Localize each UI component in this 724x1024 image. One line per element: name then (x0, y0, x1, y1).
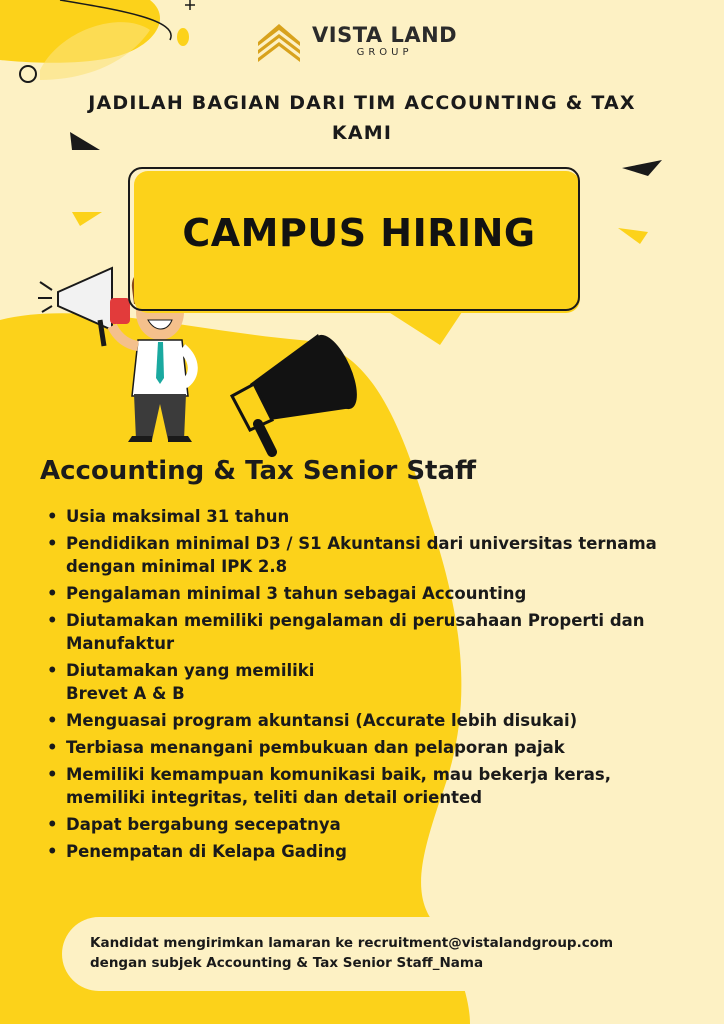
vista-land-logo (256, 22, 457, 62)
banner-title: CAMPUS HIRING (182, 211, 536, 255)
requirement-item: • Usia maksimal 31 tahun (40, 505, 690, 528)
small-yellow-dot (177, 28, 189, 46)
requirement-item: • Memiliki kemampuan komunikasi baik, mau bekerja keras, memiliki integritas, teliti dan detail oriented (40, 763, 690, 809)
requirement-item: • Menguasai program akuntansi (Accurate lebih disukai) (40, 709, 690, 732)
yellow-triangle-left (72, 212, 102, 226)
black-triangle-right (622, 160, 662, 176)
logo-subtitle: GROUP (356, 47, 413, 58)
requirement-item: • Dapat bergabung secepatnya (40, 813, 690, 836)
requirement-item: • Pengalaman minimal 3 tahun sebagai Accounting (40, 582, 690, 605)
contact-text (90, 933, 660, 973)
yellow-triangle-right (618, 228, 648, 244)
requirement-item: • Terbiasa menangani pembukuan dan pelaporan pajak (40, 736, 690, 759)
requirement-item: • Diutamakan memiliki pengalaman di perusahaan Properti dan Manufaktur (40, 609, 690, 655)
page-subtitle: JADILAH BAGIAN DARI TIM ACCOUNTING & TAX KAMI (88, 92, 636, 144)
contact-line-email: Kandidat mengirimkan lamaran ke recruitment@vistalandgroup.com (90, 935, 614, 951)
job-title: Accounting & Tax Senior Staff (40, 456, 477, 486)
plus-icon (185, 0, 195, 10)
contact-line-subject: dengan subjek Accounting & Tax Senior Staff_Nama (90, 955, 484, 971)
campus-hiring-banner (128, 167, 583, 313)
logo-mark-icon (256, 22, 302, 62)
requirement-item: • Diutamakan yang memiliki Brevet A & B (40, 659, 366, 705)
contact-box (62, 917, 662, 991)
requirements-list (40, 505, 690, 867)
requirement-item: • Pendidikan minimal D3 / S1 Akuntansi dari universitas ternama dengan minimal IPK 2.8 (40, 532, 690, 578)
requirement-item: • Penempatan di Kelapa Gading (40, 840, 690, 863)
small-circle (20, 66, 36, 82)
logo-name: VISTA LAND (312, 23, 458, 47)
